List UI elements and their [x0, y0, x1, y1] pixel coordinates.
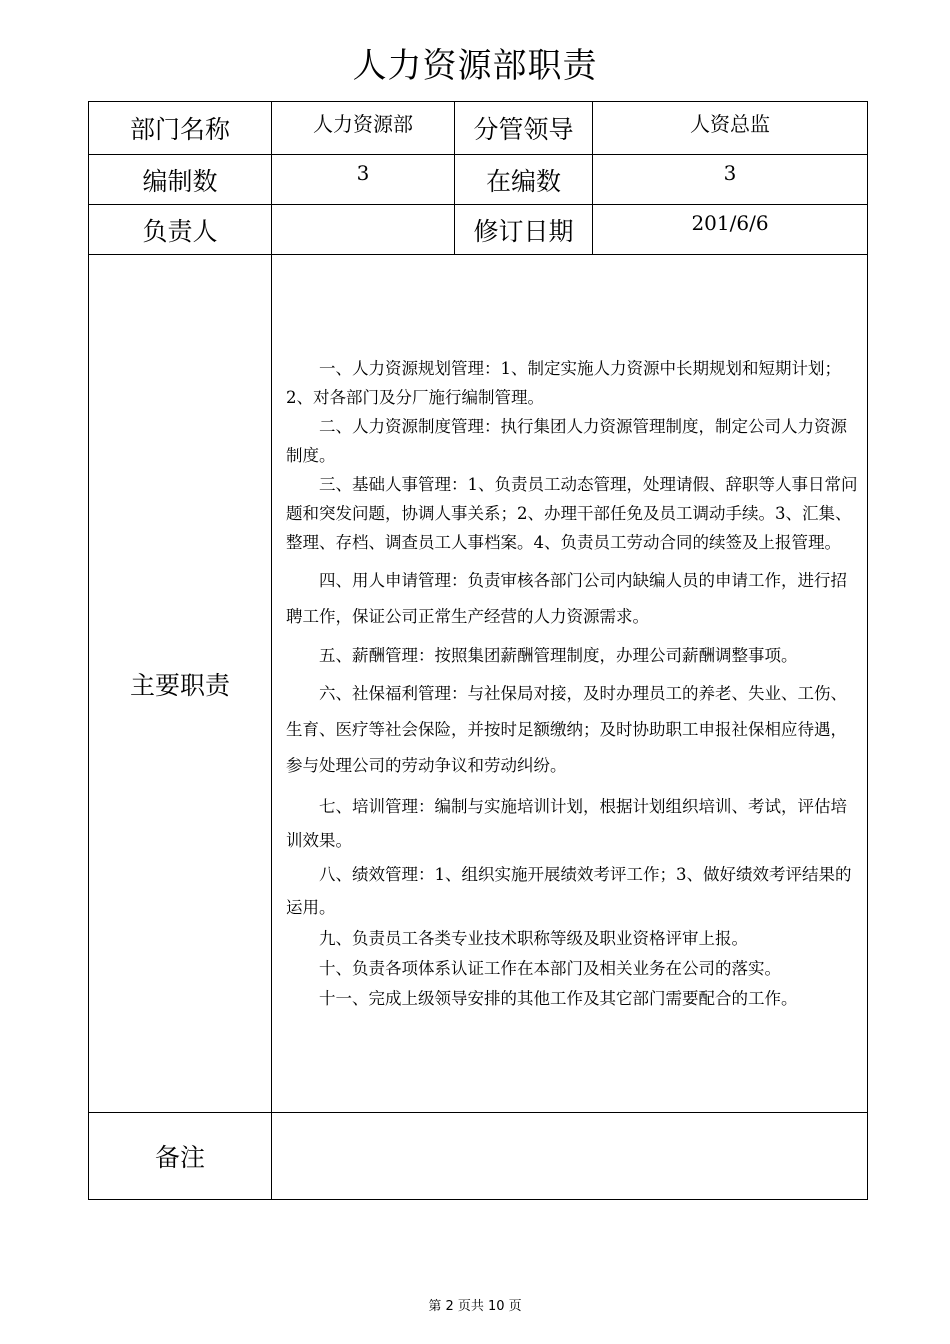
dept-name-value: 人力资源部: [272, 102, 455, 155]
table-row: [89, 255, 868, 1113]
owner-value: [272, 205, 455, 255]
duty-item: 十一、完成上级领导安排的其他工作及其它部门需要配合的工作。: [319, 988, 798, 1008]
table-row: [89, 1113, 868, 1200]
remarks-value: [272, 1113, 868, 1200]
table-row: [89, 102, 868, 155]
revision-date-value: 201/6/6: [593, 205, 868, 255]
supervisor-value: 人资总监: [593, 102, 868, 155]
duty-item: 八、绩效管理：1、组织实施开展绩效考评工作；3、做好绩效考评结果的运用。: [286, 864, 852, 917]
duty-item: 三、基础人事管理：1、负责员工动态管理，处理请假、辞职等人事日常问题和突发问题，协调人事关系；2、办理干部任免及员工调动手续。3、汇集、整理、存档、调查员工人事档案。4、负责员工劳动合同的续签及上报管理。: [286, 474, 858, 552]
remarks-label: 备注: [89, 1113, 272, 1200]
staffed-value: 3: [593, 155, 868, 205]
table-row: [89, 155, 868, 205]
page-footer: 第 2 页共 10 页: [428, 1299, 522, 1314]
duties-label: 主要职责: [89, 255, 272, 1113]
duty-item: 九、负责员工各类专业技术职称等级及职业资格评审上报。: [319, 928, 748, 948]
duty-item: 二、人力资源制度管理：执行集团人力资源管理制度，制定公司人力资源制度。: [286, 416, 847, 465]
staffed-label: 在编数: [455, 155, 593, 205]
duties-content: [272, 255, 868, 1113]
duty-item: 七、培训管理：编制与实施培训计划，根据计划组织培训、考试，评估培训效果。: [286, 796, 847, 850]
revision-date-label: 修订日期: [455, 205, 593, 255]
table-row: [89, 205, 868, 255]
headcount-value: 3: [272, 155, 455, 205]
duty-item: 六、社保福利管理：与社保局对接，及时办理员工的养老、失业、工伤、生育、医疗等社会保险，并按时足额缴纳；及时协助职工申报社保相应待遇，参与处理公司的劳动争议和劳动纠纷。: [286, 683, 847, 775]
duty-item: 一、人力资源规划管理：1、制定实施人力资源中长期规划和短期计划；2、对各部门及分厂施行编制管理。: [286, 358, 841, 407]
duty-table: [88, 101, 868, 1200]
duty-item: 十、负责各项体系认证工作在本部门及相关业务在公司的落实。: [319, 958, 781, 978]
page-title: 人力资源部职责: [352, 46, 598, 86]
duty-item: 四、用人申请管理：负责审核各部门公司内缺编人员的申请工作，进行招聘工作，保证公司正常生产经营的人力资源需求。: [286, 570, 847, 626]
dept-name-label: 部门名称: [89, 102, 272, 155]
supervisor-label: 分管领导: [455, 102, 593, 155]
duty-item: 五、薪酬管理：按照集团薪酬管理制度，办理公司薪酬调整事项。: [319, 645, 798, 665]
headcount-label: 编制数: [89, 155, 272, 205]
owner-label: 负责人: [89, 205, 272, 255]
